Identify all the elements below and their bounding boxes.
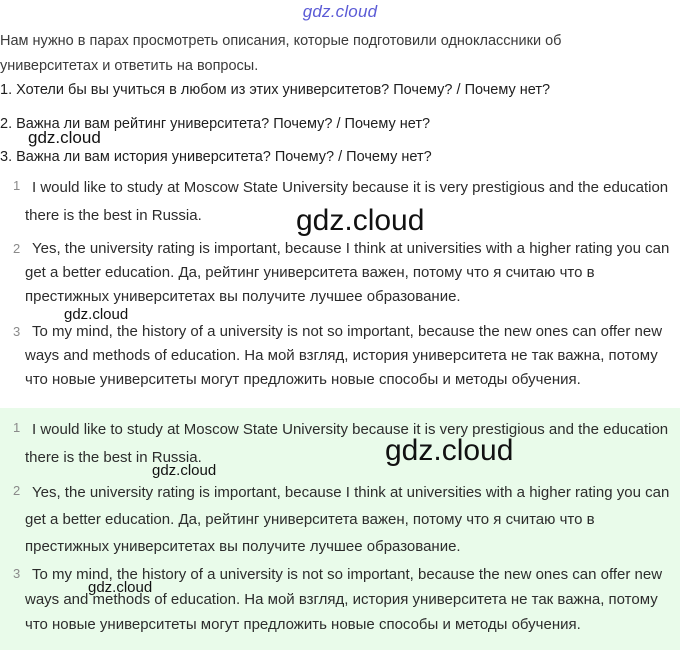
answer-number: 3 — [13, 566, 21, 581]
answer-number: 1 — [13, 420, 21, 435]
watermark: gdz.cloud — [385, 434, 514, 467]
answer-number: 1 — [13, 178, 21, 193]
watermark: gdz.cloud — [152, 462, 217, 479]
answer-number: 2 — [13, 241, 21, 256]
question-2: 2. Важна ли вам рейтинг университета? Почему? / Почему нет? — [0, 116, 431, 132]
question-1: 1. Хотели бы вы учиться в любом из этих университетов? Почему? / Почему нет? — [0, 82, 551, 98]
answer-text: To my mind, the history of a university is not so important, because the new ones can offer new ways and methods of education. На мой взгляд, история университета не так важна, потому что новые университеты могут предложить новые способы и методы обучения. — [25, 323, 663, 388]
answer-block-2 — [0, 408, 680, 650]
question-3: 3. Важна ли вам история университета? Почему? / Почему нет? — [0, 149, 432, 165]
watermark: gdz.cloud — [88, 579, 153, 596]
answer-text: Yes, the university rating is important, because I think at universities with a higher rating you can get a better education. Да, рейтинг университета важен, потому что я считаю что в престижных университетах вы получите лучшее образование. — [25, 484, 670, 555]
site-header[interactable]: gdz.cloud — [302, 2, 378, 21]
task-intro: Нам нужно в парах просмотреть описания, которые подготовили одноклассники об университетах и ответить на вопросы. — [0, 33, 562, 74]
answer-text: I would like to study at Moscow State University because it is very prestigious and the education there is the best in Russia. — [25, 421, 669, 466]
answer-text: I would like to study at Moscow State University because it is very prestigious and the education there is the best in Russia. — [25, 179, 669, 224]
answer-number: 2 — [13, 483, 21, 498]
answer-text: To my mind, the history of a university is not so important, because the new ones can offer new ways and methods of education. На мой взгляд, история университета не так важна, потому что новые университеты могут предложить новые способы и методы обучения. — [25, 566, 663, 633]
watermark: gdz.cloud — [64, 306, 129, 323]
watermark: gdz.cloud — [296, 204, 425, 237]
answer-number: 3 — [13, 324, 21, 339]
answer-text: Yes, the university rating is important, because I think at universities with a higher rating you can get a better education. Да, рейтинг университета важен, потому что я считаю что в престижных университетах вы получите лучшее образование. — [25, 240, 670, 305]
watermark: gdz.cloud — [28, 128, 101, 147]
